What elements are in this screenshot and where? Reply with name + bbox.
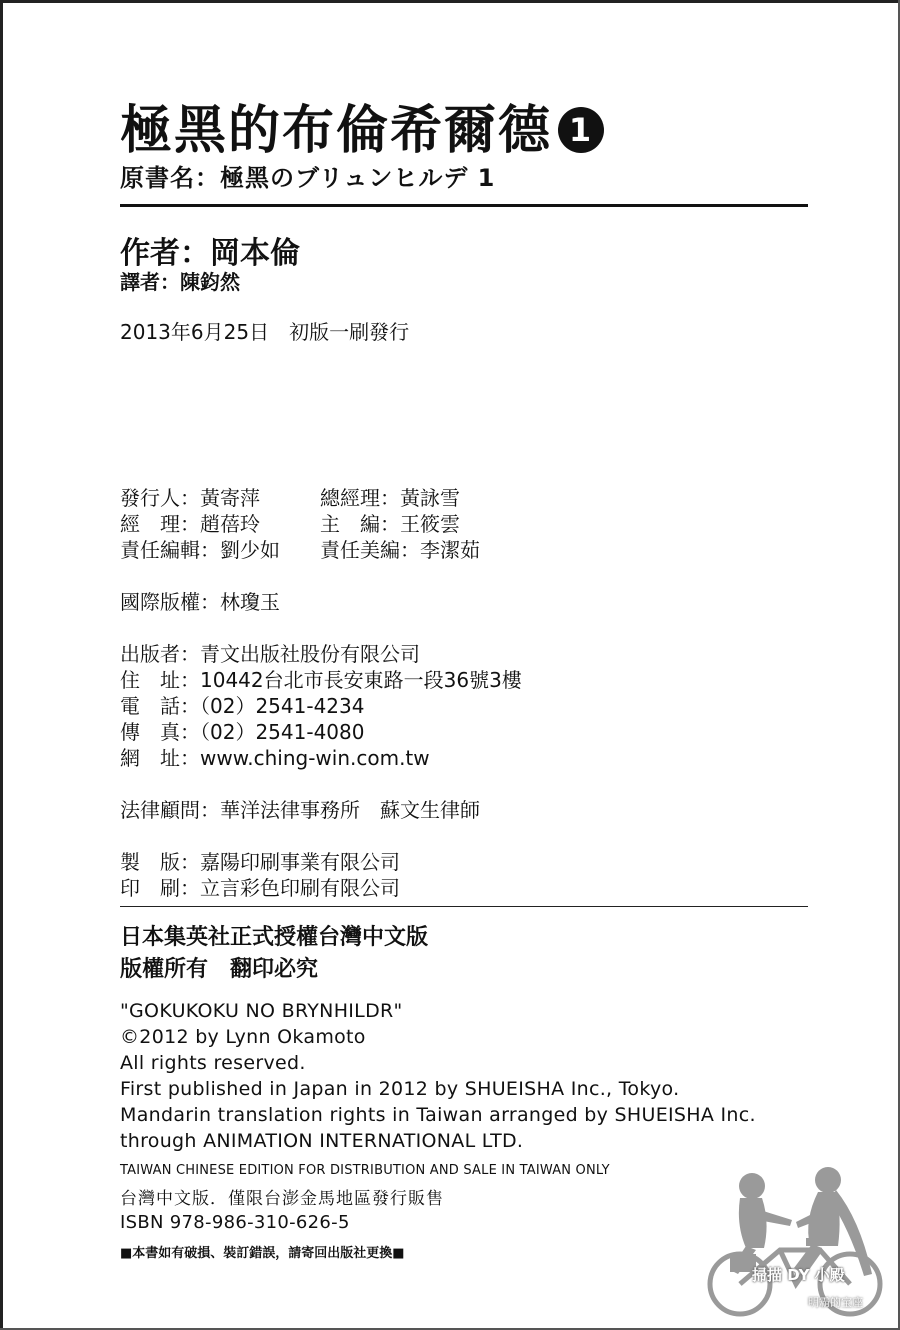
page-border-top — [0, 0, 900, 3]
english-first-published: First published in Japan in 2012 by SHUEISHA Inc., Tokyo. — [120, 1078, 680, 1100]
publisher-address: 住 址：10442台北市長安東路一段36號3樓 — [120, 668, 522, 692]
printer: 印 刷：立言彩色印刷有限公司 — [120, 876, 400, 900]
staff-responsible-editor: 責任編輯：劉少如 — [120, 538, 280, 562]
authorization-line-1: 日本集英社正式授權台灣中文版 — [120, 924, 429, 950]
publisher-website: 網 址：www.ching-win.com.tw — [120, 746, 430, 770]
volume-number-badge: 1 — [558, 107, 604, 153]
staff-general-manager: 總經理：黃詠雪 — [320, 486, 460, 510]
legal-counsel: 法律顧問：華洋法律事務所 蘇文生律師 — [120, 798, 480, 822]
book-title — [120, 88, 604, 163]
publisher-fax: 傳 真：（02）2541-4080 — [120, 720, 365, 744]
plate-maker: 製 版：嘉陽印刷事業有限公司 — [120, 850, 400, 874]
distribution-chinese: 台灣中文版．僅限台澎金馬地區發行販售 — [120, 1189, 444, 1209]
staff-publisher-person: 發行人：黃寄萍 — [120, 486, 260, 510]
original-title: 原書名：極黑のブリュンヒルデ 1 — [120, 164, 496, 192]
author-line: 作者：岡本倫 — [120, 236, 300, 271]
distribution-english: TAIWAN CHINESE EDITION FOR DISTRIBUTION AND SALE IN TAIWAN ONLY — [120, 1163, 610, 1178]
translator-line: 譯者：陳鈞然 — [120, 270, 240, 294]
english-mandarin-rights: Mandarin translation rights in Taiwan arranged by SHUEISHA Inc. — [120, 1104, 756, 1126]
staff-responsible-designer: 責任美編：李潔茹 — [320, 538, 480, 562]
divider-thin — [120, 906, 808, 907]
rights-manager: 國際版權：林瓊玉 — [120, 590, 280, 614]
page-border-left — [0, 0, 3, 1330]
english-through: through ANIMATION INTERNATIONAL LTD. — [120, 1130, 524, 1152]
edition-date: 2013年6月25日 初版一刷發行 — [120, 320, 410, 344]
staff-chief-editor: 主 編：王筱雲 — [320, 512, 460, 536]
english-title: "GOKUKOKU NO BRYNHILDR" — [120, 1000, 403, 1022]
watermark-subtext: 明霸的宝座 — [808, 1296, 863, 1309]
english-copyright: ©2012 by Lynn Okamoto — [120, 1026, 366, 1048]
english-rights-reserved: All rights reserved. — [120, 1052, 306, 1074]
authorization-line-2: 版權所有 翻印必究 — [120, 956, 319, 982]
publisher-name: 出版者：青文出版社股份有限公司 — [120, 642, 420, 666]
isbn: ISBN 978-986-310-626-5 — [120, 1212, 350, 1233]
staff-manager: 經 理：趙蓓玲 — [120, 512, 260, 536]
watermark-text: 掃描 DY 小殿 — [752, 1266, 845, 1284]
divider-thick — [120, 204, 808, 207]
book-title-text: 極黑的布倫希爾德 — [120, 101, 553, 161]
publisher-phone: 電 話：（02）2541-4234 — [120, 694, 365, 718]
damage-notice: ■本書如有破損、裝訂錯誤，請寄回出版社更換■ — [120, 1246, 405, 1261]
